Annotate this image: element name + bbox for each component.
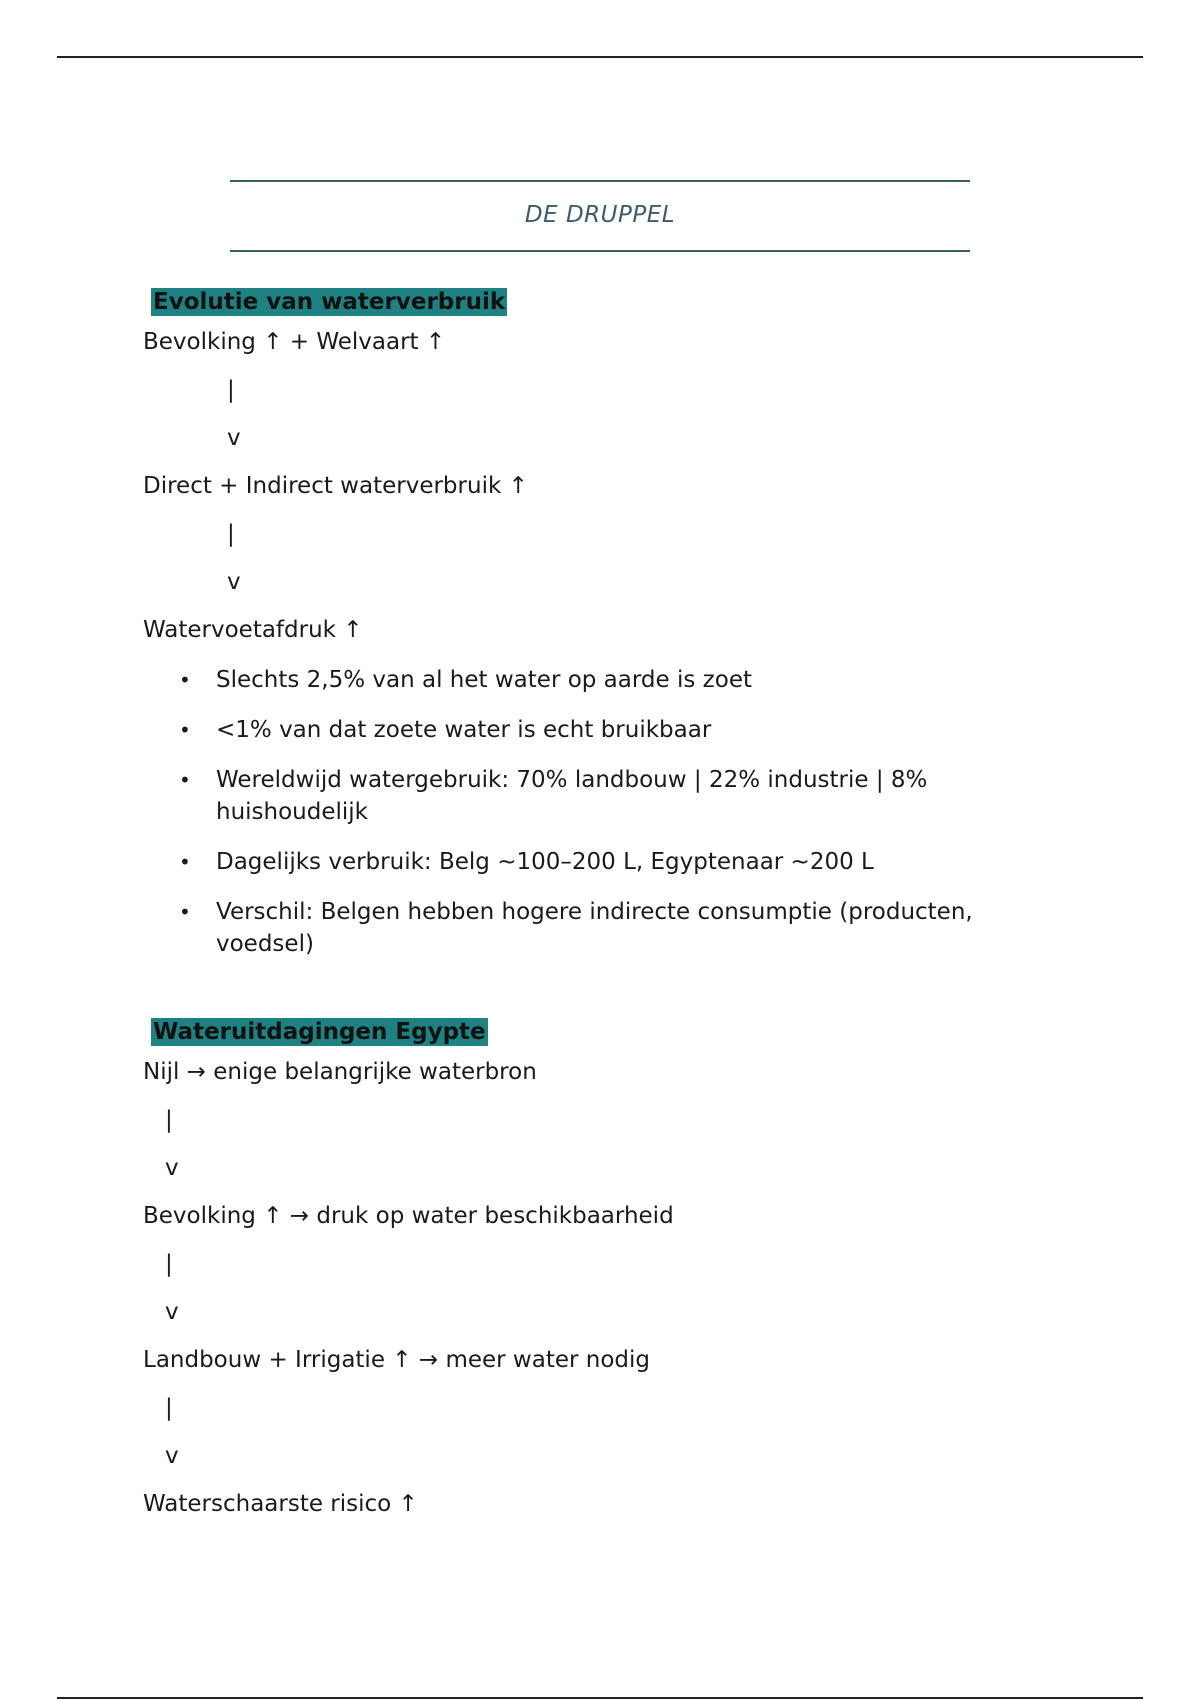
flow-step: Nijl → enige belangrijke waterbron bbox=[143, 1059, 537, 1085]
flow-step: Bevolking ↑ → druk op water beschikbaarheid bbox=[143, 1203, 674, 1229]
bullet-dot: • bbox=[179, 900, 191, 924]
fact-list bbox=[143, 664, 1043, 960]
list-item-text: <1% van dat zoete water is echt bruikbaar bbox=[216, 717, 712, 743]
bullet-dot: • bbox=[179, 718, 191, 742]
section-heading: Wateruitdagingen Egypte bbox=[153, 1019, 486, 1045]
list-item bbox=[143, 846, 1036, 878]
bullet-dot: • bbox=[179, 850, 191, 874]
title-bottom-rule bbox=[230, 250, 970, 252]
section-heading: Evolutie van waterverbruik bbox=[153, 289, 506, 315]
list-item-text: Wereldwijd watergebruik: 70% landbouw | 22% industrie | 8% huishoudelijk bbox=[216, 767, 928, 825]
document-title: DE DRUPPEL bbox=[524, 202, 676, 228]
page-bottom-rule bbox=[57, 1697, 1143, 1699]
flow-step: Watervoetafdruk ↑ bbox=[143, 617, 363, 643]
bullet-dot: • bbox=[179, 668, 191, 692]
flow-arrow: v bbox=[165, 1443, 179, 1469]
flow-step: Waterschaarste risico ↑ bbox=[143, 1491, 418, 1517]
flow-step: Bevolking ↑ + Welvaart ↑ bbox=[143, 329, 446, 355]
section-evolutie bbox=[143, 288, 1043, 960]
bullet-dot: • bbox=[179, 768, 191, 792]
list-item-text: Verschil: Belgen hebben hogere indirecte consumptie (producten, voedsel) bbox=[216, 899, 973, 957]
document-body bbox=[143, 288, 1043, 1538]
flow-arrow: v bbox=[227, 425, 241, 451]
section-egypte bbox=[143, 1018, 1043, 1519]
flow-pipe: | bbox=[165, 1251, 173, 1277]
flow-arrow: v bbox=[227, 569, 241, 595]
list-item-text: Slechts 2,5% van al het water op aarde is zoet bbox=[216, 667, 752, 693]
flow-pipe: | bbox=[165, 1107, 173, 1133]
list-item bbox=[143, 764, 1036, 828]
page-top-rule bbox=[57, 56, 1143, 58]
flow-arrow: v bbox=[165, 1299, 179, 1325]
list-item bbox=[143, 896, 1036, 960]
flow-pipe: | bbox=[165, 1395, 173, 1421]
flow-arrow: v bbox=[165, 1155, 179, 1181]
list-item-text: Dagelijks verbruik: Belg ~100–200 L, Egyptenaar ~200 L bbox=[216, 849, 874, 875]
flow-step: Landbouw + Irrigatie ↑ → meer water nodig bbox=[143, 1347, 650, 1373]
list-item bbox=[143, 714, 1036, 746]
flow-step: Direct + Indirect waterverbruik ↑ bbox=[143, 473, 528, 499]
flow-pipe: | bbox=[227, 521, 235, 547]
list-item bbox=[143, 664, 1036, 696]
flow-pipe: | bbox=[227, 377, 235, 403]
section-spacer bbox=[143, 978, 1043, 1018]
title-block bbox=[230, 180, 970, 252]
